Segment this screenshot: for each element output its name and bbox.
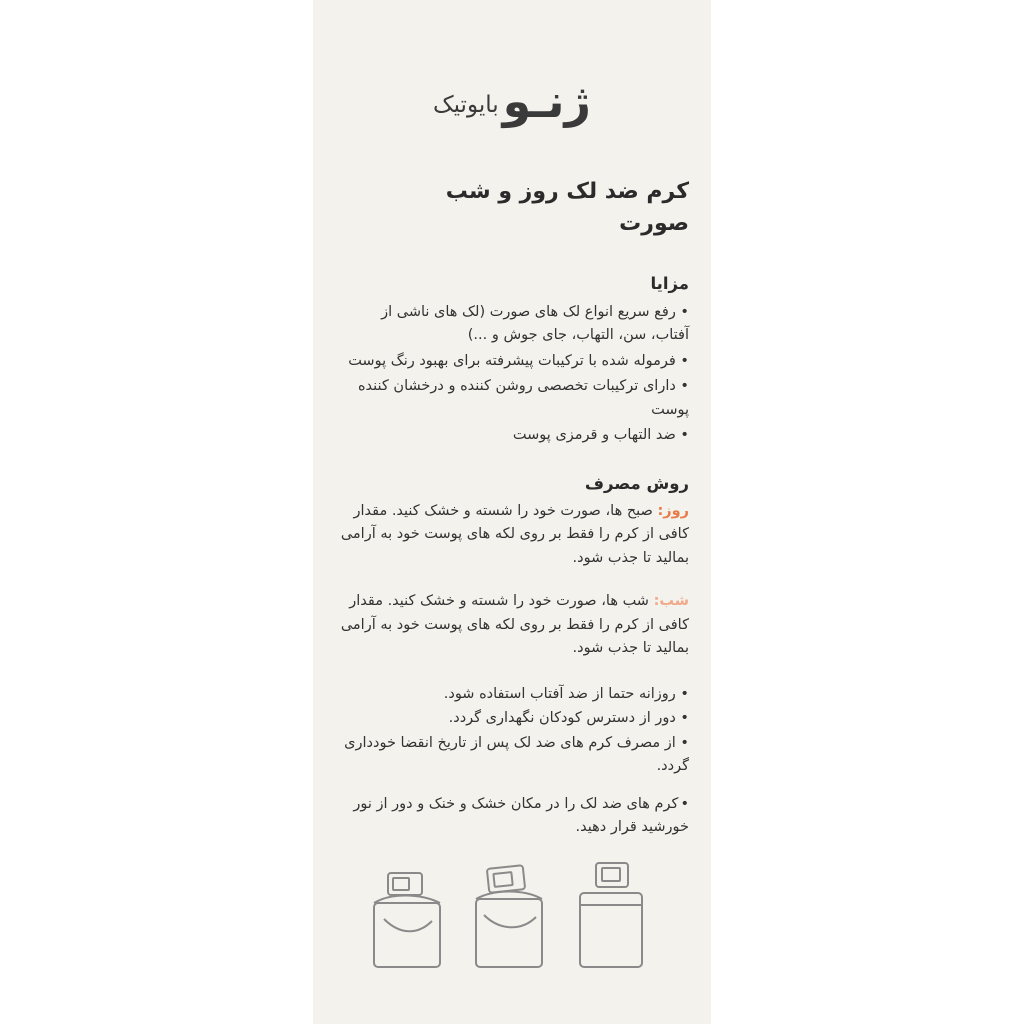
benefits-heading: مزایا — [650, 273, 689, 293]
list-item: • رفع سریع انواع لک های صورت (لک های ناشی از آفتاب، سن، التهاب، جای جوش و ...) — [335, 301, 689, 348]
usage-night-label: شب: — [653, 593, 689, 610]
product-title-line1: کرم ضد لک روز و شب — [445, 179, 689, 204]
usage-day-text: صبح ها، صورت خود را شسته و خشک کنید. مقدار کافی از کرم را فقط بر روی لکه های پوست خود به آرامی بمالید تا جذب شود. — [340, 502, 689, 566]
usage-heading: روش مصرف — [584, 473, 689, 493]
usage-day-label: روز: — [657, 502, 689, 519]
brand-word: بایوتیک — [433, 92, 499, 118]
benefits-list — [335, 301, 689, 448]
recycle-bin-closed-icon — [574, 859, 654, 979]
brand-logo — [335, 74, 689, 128]
usage-day — [335, 500, 689, 570]
list-item: • دارای ترکیبات تخصصی روشن کننده و درخشان کننده پوست — [335, 375, 689, 422]
pictogram-row — [313, 859, 711, 979]
product-title — [335, 176, 689, 240]
list-item: • دور از دسترس کودکان نگهداری گردد. — [335, 707, 689, 730]
storage-note: • کرم های ضد لک را در مکان خشک و خنک و دور از نور خورشید قرار دهید. — [335, 793, 689, 840]
usage-night — [335, 590, 689, 660]
product-title-line2: صورت — [619, 210, 689, 236]
recycle-bin-tilted-icon — [472, 859, 552, 979]
recycle-bin-open-icon — [370, 859, 450, 979]
usage-night-text: شب ها، صورت خود را شسته و خشک کنید. مقدار کافی از کرم را فقط بر روی لکه های پوست خود به آرامی بمالید تا جذب شود. — [340, 593, 689, 657]
brand-mark: ژنـو — [502, 74, 591, 128]
list-item: • ضد التهاب و قرمزی پوست — [335, 424, 689, 447]
carton-panel — [313, 0, 711, 1024]
list-item: • روزانه حتما از ضد آفتاب استفاده شود. — [335, 683, 689, 706]
list-item: • از مصرف کرم های ضد لک پس از تاریخ انقضا خودداری گردد. — [335, 732, 689, 779]
notes-list — [335, 683, 689, 779]
list-item: • فرموله شده با ترکیبات پیشرفته برای بهبود رنگ پوست — [335, 350, 689, 373]
